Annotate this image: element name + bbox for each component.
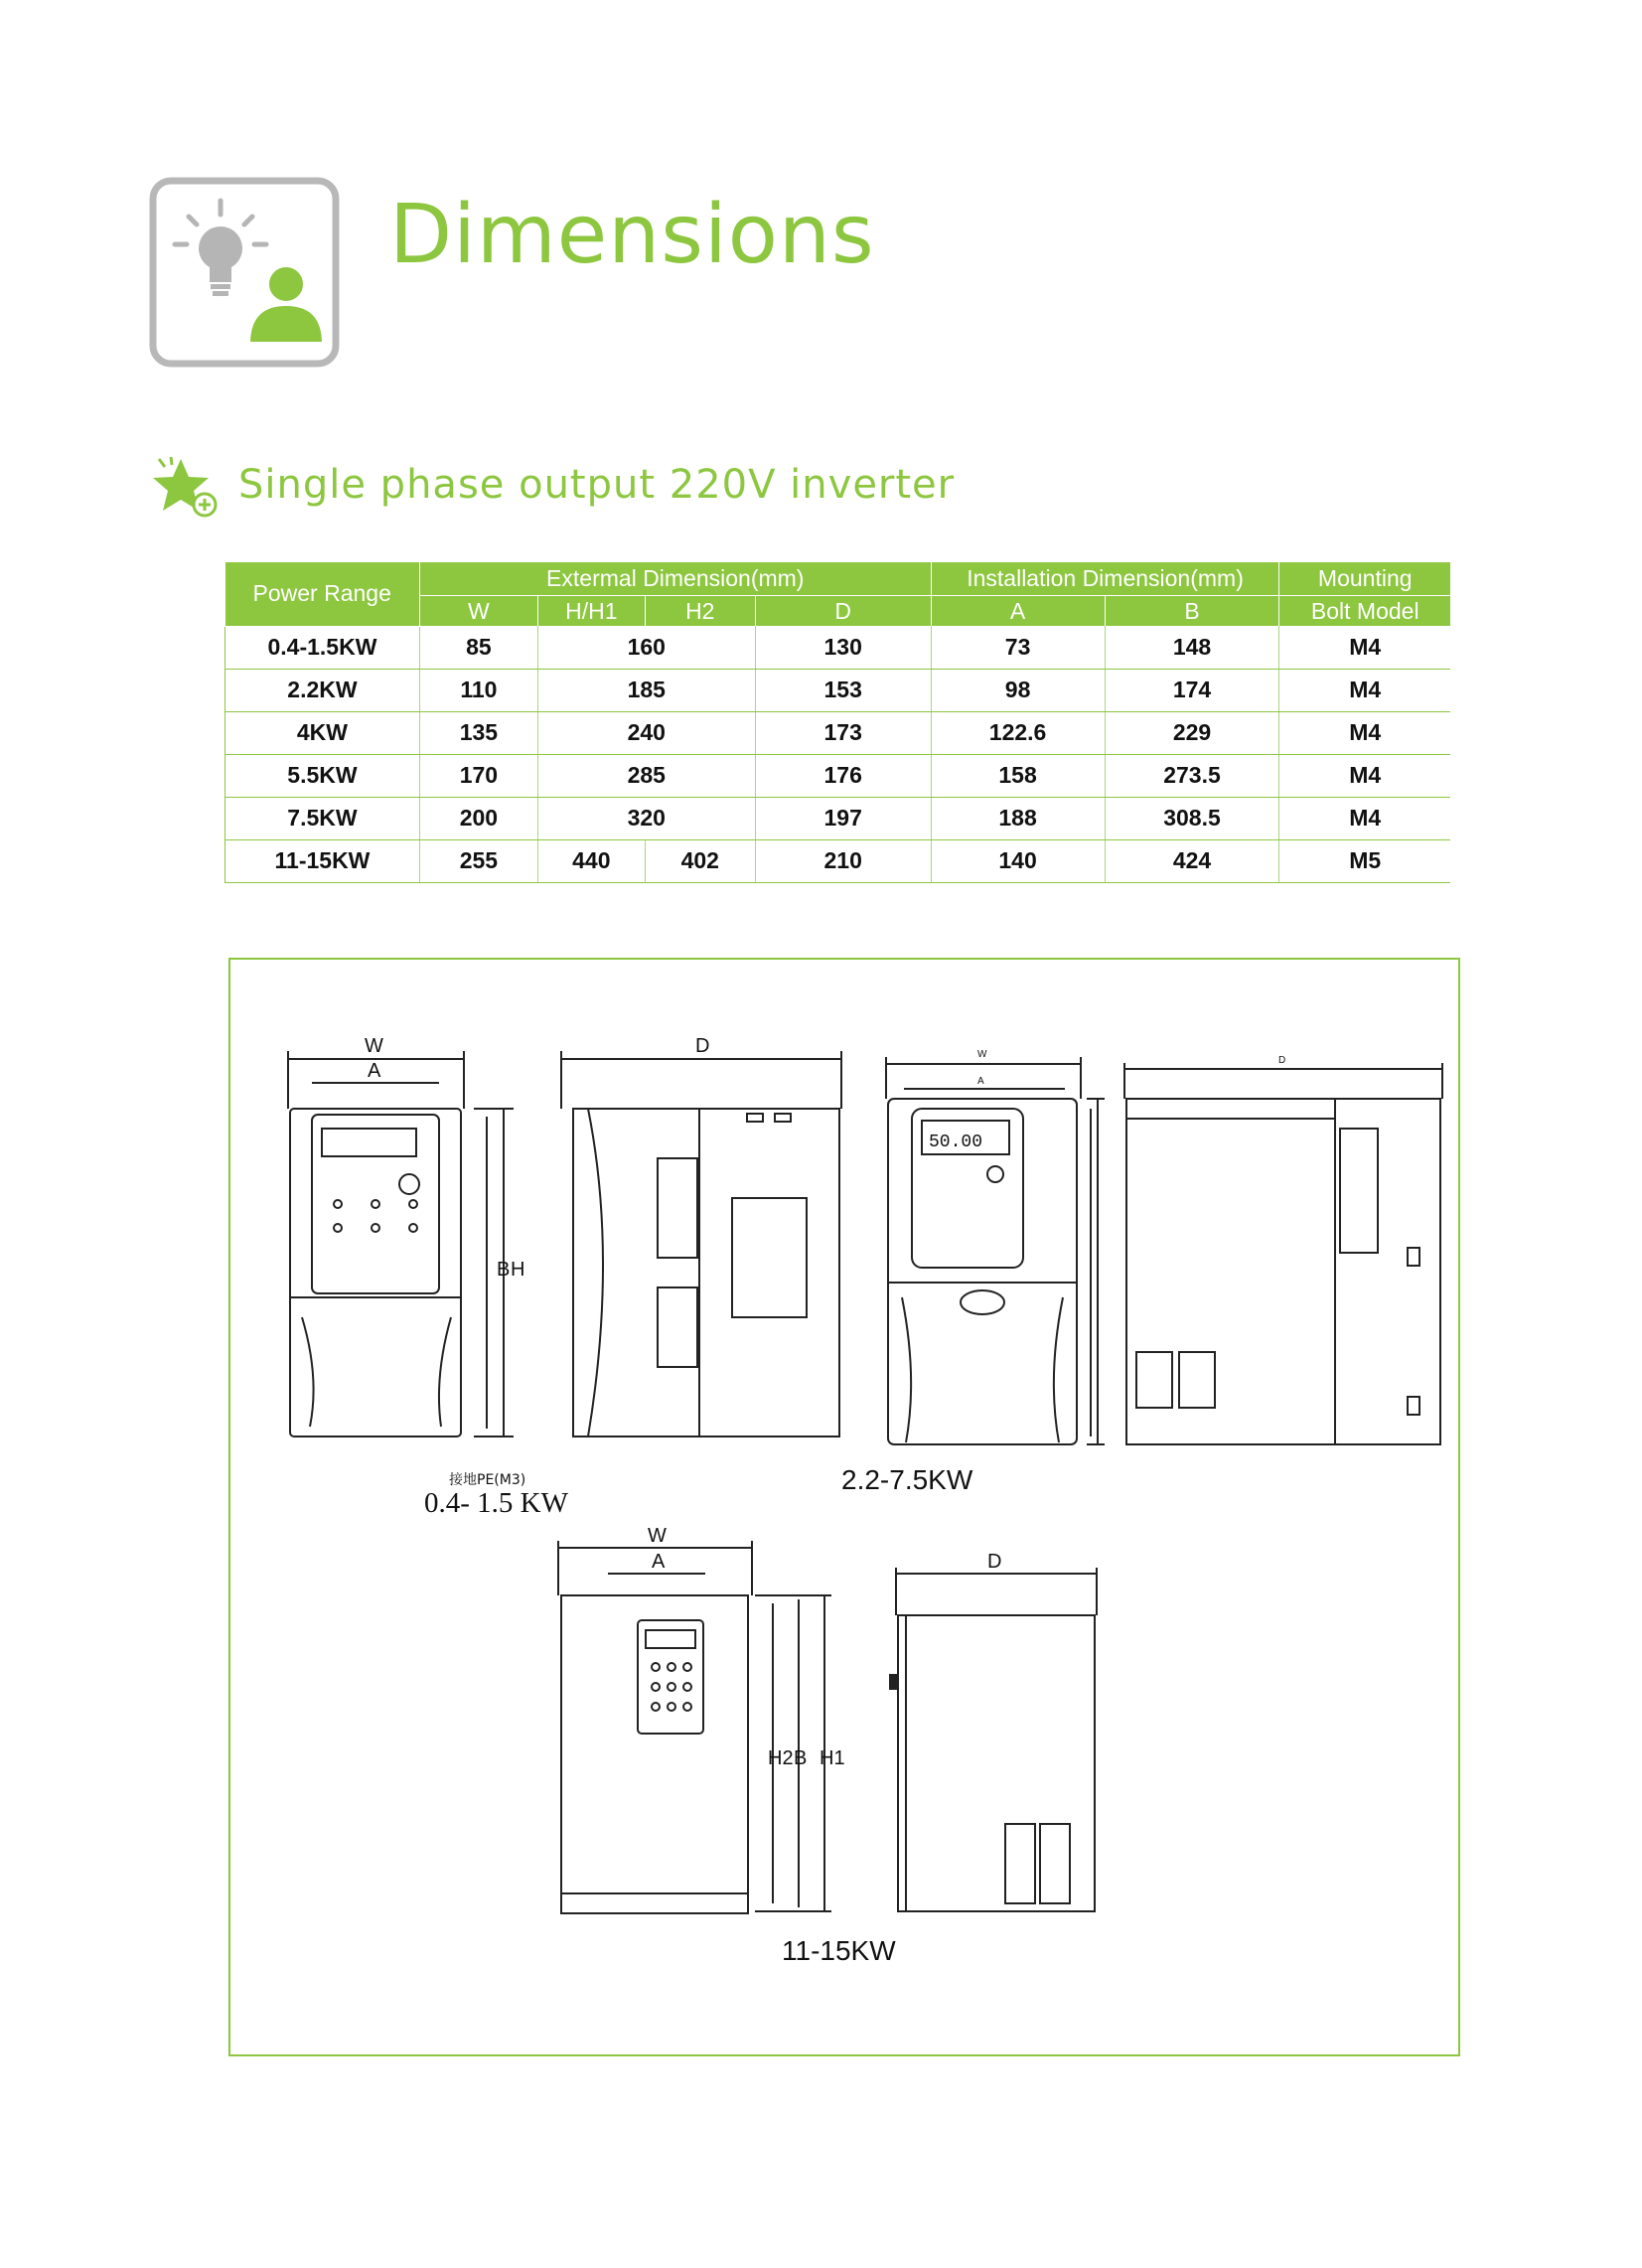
cell-w: 135 (419, 711, 537, 754)
label-w: W (648, 1525, 667, 1547)
drawing-large-side (890, 1551, 1097, 1911)
header-d: D (755, 596, 931, 627)
label-d: D (987, 1551, 1002, 1573)
header-power-range: Power Range (225, 562, 420, 626)
cell-bolt: M4 (1279, 797, 1450, 839)
cell-power: 4KW (225, 711, 420, 754)
cell-a: 98 (931, 669, 1105, 711)
header-b: B (1105, 596, 1279, 627)
label-a: A (652, 1551, 666, 1573)
cell-w: 170 (419, 754, 537, 797)
label-b: B (794, 1747, 808, 1769)
cell-bolt: M4 (1279, 669, 1450, 711)
drawing-frame (228, 958, 1460, 2056)
section-title: Single phase output 220V inverter (238, 462, 956, 508)
label-a: A (977, 1076, 984, 1087)
cell-power: 11-15KW (225, 839, 420, 882)
drawing-mid-front (841, 1049, 1105, 1495)
table-row (225, 797, 1451, 839)
display-readout: 50.00 (929, 1133, 983, 1152)
cell-w: 255 (419, 839, 537, 882)
cell-b: 229 (1105, 711, 1279, 754)
drawing-small-front (288, 1035, 569, 1519)
lightbulb-person-icon (149, 177, 340, 368)
dimension-drawings (230, 960, 1458, 2054)
header-mounting: Mounting (1279, 562, 1450, 596)
cell-h: 285 (537, 754, 755, 797)
table-row (225, 626, 1451, 669)
cell-b: 174 (1105, 669, 1279, 711)
cell-d: 130 (755, 626, 931, 669)
cell-a: 188 (931, 797, 1105, 839)
page-title: Dimensions (389, 188, 875, 282)
cell-h: 240 (537, 711, 755, 754)
cell-a: 122.6 (931, 711, 1105, 754)
header-h2: H2 (645, 596, 755, 627)
header-h-h1: H/H1 (537, 596, 645, 627)
caption-large: 11-15KW (782, 1935, 896, 1966)
cell-h: 320 (537, 797, 755, 839)
cell-power: 7.5KW (225, 797, 420, 839)
drawing-mid-side (1124, 1055, 1442, 1444)
table-row (225, 754, 1451, 797)
cell-w: 110 (419, 669, 537, 711)
cell-d: 210 (755, 839, 931, 882)
cell-a: 140 (931, 839, 1105, 882)
caption-mid: 2.2-7.5KW (841, 1464, 973, 1495)
cell-d: 176 (755, 754, 931, 797)
cell-bolt: M4 (1279, 626, 1450, 669)
label-b: B (497, 1259, 511, 1281)
cell-d: 173 (755, 711, 931, 754)
label-d: D (1278, 1055, 1286, 1066)
cell-w: 85 (419, 626, 537, 669)
cell-d: 153 (755, 669, 931, 711)
ground-label: 接地PE(M3) (449, 1472, 526, 1488)
drawing-large-front (558, 1525, 896, 1966)
label-h1: H1 (820, 1747, 845, 1769)
caption-small: 0.4- 1.5 KW (424, 1487, 568, 1519)
cell-power: 0.4-1.5KW (225, 626, 420, 669)
cell-h2: 402 (645, 839, 755, 882)
table-row (225, 839, 1451, 882)
cell-w: 200 (419, 797, 537, 839)
cell-bolt: M4 (1279, 711, 1450, 754)
header-external-dimension: Extermal Dimension(mm) (419, 562, 931, 596)
drawing-small-side (561, 1035, 841, 1436)
cell-b: 308.5 (1105, 797, 1279, 839)
cell-power: 2.2KW (225, 669, 420, 711)
cell-h: 185 (537, 669, 755, 711)
cell-b: 424 (1105, 839, 1279, 882)
table-row (225, 669, 1451, 711)
cell-bolt: M5 (1279, 839, 1450, 882)
label-w: W (977, 1049, 987, 1060)
cell-a: 73 (931, 626, 1105, 669)
label-a: A (368, 1060, 381, 1082)
label-d: D (695, 1035, 710, 1057)
table-row (225, 711, 1451, 754)
cell-h1: 440 (537, 839, 645, 882)
header-w: W (419, 596, 537, 627)
dimension-table (224, 562, 1450, 883)
cell-bolt: M4 (1279, 754, 1450, 797)
label-w: W (365, 1035, 383, 1057)
cell-h: 160 (537, 626, 755, 669)
cell-b: 148 (1105, 626, 1279, 669)
cell-b: 273.5 (1105, 754, 1279, 797)
label-h: H (511, 1259, 525, 1281)
star-plus-icon (151, 455, 221, 519)
label-h2: H2 (768, 1747, 794, 1769)
cell-power: 5.5KW (225, 754, 420, 797)
header-a: A (931, 596, 1105, 627)
cell-a: 158 (931, 754, 1105, 797)
cell-d: 197 (755, 797, 931, 839)
header-installation-dimension: Installation Dimension(mm) (931, 562, 1279, 596)
header-bolt-model: Bolt Model (1279, 596, 1450, 627)
